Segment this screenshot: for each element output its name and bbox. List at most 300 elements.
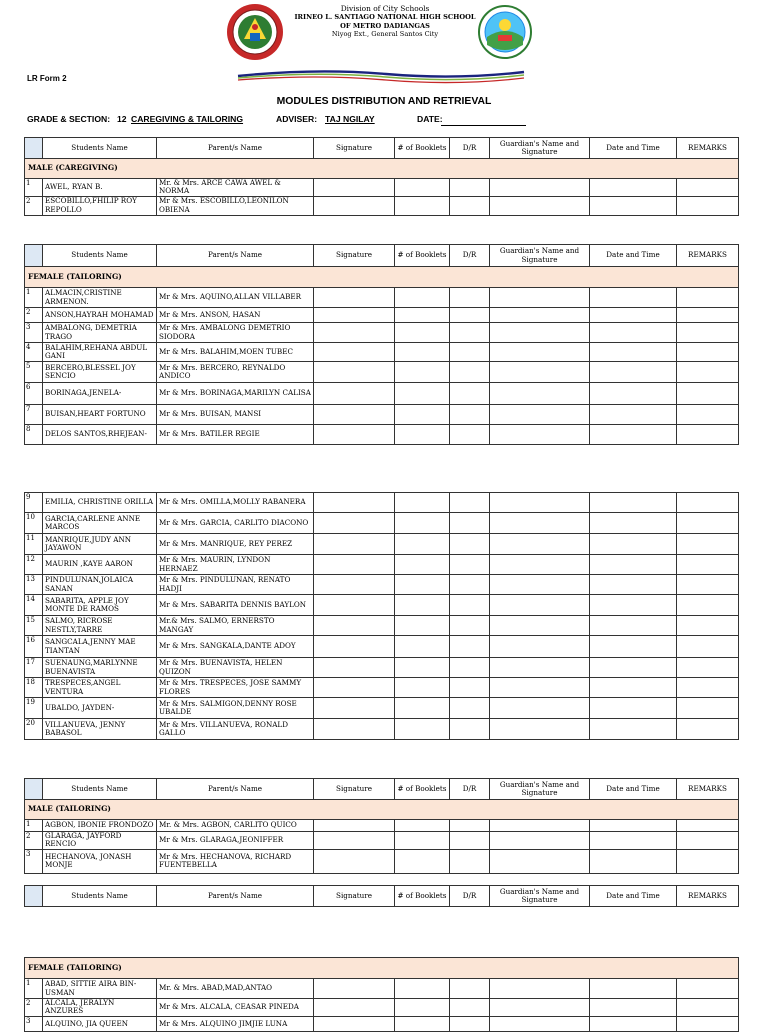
remarks-cell[interactable] bbox=[677, 555, 739, 575]
signature-cell[interactable] bbox=[314, 425, 395, 445]
dr-cell[interactable] bbox=[450, 405, 490, 425]
column-header-parents-name: Parent/s Name bbox=[157, 138, 314, 159]
booklets-cell[interactable] bbox=[395, 534, 450, 555]
booklets-cell[interactable] bbox=[395, 575, 450, 595]
adviser-label: ADVISER: bbox=[276, 114, 318, 124]
remarks-cell[interactable] bbox=[677, 196, 739, 215]
guardian-cell[interactable] bbox=[490, 196, 590, 215]
remarks-cell[interactable] bbox=[677, 513, 739, 534]
booklets-cell[interactable] bbox=[395, 343, 450, 362]
signature-cell[interactable] bbox=[314, 616, 395, 636]
remarks-cell[interactable] bbox=[677, 999, 739, 1017]
remarks-cell[interactable] bbox=[677, 308, 739, 323]
row-number: 7 bbox=[25, 405, 43, 425]
table-row bbox=[25, 698, 739, 719]
signature-cell[interactable] bbox=[314, 575, 395, 595]
student-name: ALQUINO, JIA QUEEN bbox=[43, 1016, 157, 1031]
table-row bbox=[25, 832, 739, 850]
guardian-cell[interactable] bbox=[490, 555, 590, 575]
signature-cell[interactable] bbox=[314, 405, 395, 425]
dr-cell[interactable] bbox=[450, 534, 490, 555]
dr-cell[interactable] bbox=[450, 288, 490, 308]
column-header-row bbox=[25, 245, 739, 267]
parent-name: Mr.& Mrs. SALMO, ERNERSTO MANGAY bbox=[157, 616, 314, 636]
guardian-cell[interactable] bbox=[490, 405, 590, 425]
date-time-cell[interactable] bbox=[590, 513, 677, 534]
guardian-cell[interactable] bbox=[490, 534, 590, 555]
parent-name: Mr & Mrs. ESCOBILLO,LEONILON OBIENA bbox=[157, 196, 314, 215]
guardian-cell[interactable] bbox=[490, 179, 590, 197]
date-time-cell[interactable] bbox=[590, 820, 677, 832]
booklets-cell[interactable] bbox=[395, 999, 450, 1017]
student-name: TRESPECES,ANGEL VENTURA bbox=[43, 678, 157, 698]
booklets-cell[interactable] bbox=[395, 979, 450, 999]
section-title: FEMALE (TAILORING) bbox=[25, 958, 739, 979]
section-row bbox=[25, 958, 739, 979]
dr-cell[interactable] bbox=[450, 832, 490, 850]
parent-name: Mr & Mrs. BUENAVISTA, HELEN QUIZON bbox=[157, 658, 314, 678]
student-name: BALAHIM,REHANA ABDUL GANI bbox=[43, 343, 157, 362]
student-name: AMBALONG, DEMETRIA TRAGO bbox=[43, 323, 157, 343]
remarks-cell[interactable] bbox=[677, 719, 739, 740]
table-row bbox=[25, 534, 739, 555]
guardian-cell[interactable] bbox=[490, 678, 590, 698]
column-header-students-name: Students Name bbox=[43, 138, 157, 159]
signature-cell[interactable] bbox=[314, 636, 395, 658]
table-row bbox=[25, 308, 739, 323]
guardian-cell[interactable] bbox=[490, 595, 590, 616]
guardian-cell[interactable] bbox=[490, 636, 590, 658]
booklets-cell[interactable] bbox=[395, 196, 450, 215]
male-tailoring-table bbox=[24, 778, 739, 874]
date-time-cell[interactable] bbox=[590, 832, 677, 850]
dr-cell[interactable] bbox=[450, 493, 490, 513]
student-name: BORINAGA,JENELA- bbox=[43, 383, 157, 405]
row-number: 11 bbox=[25, 534, 43, 555]
date-time-cell[interactable] bbox=[590, 383, 677, 405]
signature-cell[interactable] bbox=[314, 308, 395, 323]
signature-cell[interactable] bbox=[314, 179, 395, 197]
header-wave-divider bbox=[236, 66, 526, 84]
booklets-cell[interactable] bbox=[395, 323, 450, 343]
column-header-number bbox=[25, 245, 43, 267]
date-time-cell[interactable] bbox=[590, 979, 677, 999]
date-time-cell[interactable] bbox=[590, 179, 677, 197]
column-header-date-time: Date and Time bbox=[590, 886, 677, 907]
female-tailoring-continued-table bbox=[24, 492, 739, 740]
female-tailoring-table bbox=[24, 244, 739, 445]
date-time-cell[interactable] bbox=[590, 534, 677, 555]
guardian-cell[interactable] bbox=[490, 513, 590, 534]
female-tailoring-table-2 bbox=[24, 957, 739, 1032]
booklets-cell[interactable] bbox=[395, 616, 450, 636]
date-time-cell[interactable] bbox=[590, 719, 677, 740]
parent-name: Mr & Mrs. GLARAGA,JEONIFFER bbox=[157, 832, 314, 850]
date-label: DATE: bbox=[417, 114, 443, 124]
date-time-cell[interactable] bbox=[590, 343, 677, 362]
date-time-cell[interactable] bbox=[590, 698, 677, 719]
signature-cell[interactable] bbox=[314, 979, 395, 999]
table-row bbox=[25, 658, 739, 678]
column-header-signature: Signature bbox=[314, 138, 395, 159]
section-row bbox=[25, 159, 739, 179]
signature-cell[interactable] bbox=[314, 362, 395, 383]
table-row bbox=[25, 323, 739, 343]
table-row bbox=[25, 999, 739, 1017]
student-name: GARCIA,CARLENE ANNE MARCOS bbox=[43, 513, 157, 534]
dr-cell[interactable] bbox=[450, 513, 490, 534]
table-row bbox=[25, 979, 739, 999]
row-number: 16 bbox=[25, 636, 43, 658]
column-header-date-time: Date and Time bbox=[590, 779, 677, 800]
student-name: GLARAGA, JAYFORD RENCIO bbox=[43, 832, 157, 850]
adviser-value: TAJ NGILAY bbox=[325, 114, 375, 124]
row-number: 8 bbox=[25, 425, 43, 445]
booklets-cell[interactable] bbox=[395, 493, 450, 513]
column-header-booklets: # of Booklets bbox=[395, 138, 450, 159]
signature-cell[interactable] bbox=[314, 698, 395, 719]
dr-cell[interactable] bbox=[450, 616, 490, 636]
grade-value: 12 bbox=[117, 114, 127, 124]
remarks-cell[interactable] bbox=[677, 362, 739, 383]
guardian-cell[interactable] bbox=[490, 820, 590, 832]
column-header-parents-name: Parent/s Name bbox=[157, 245, 314, 267]
student-name: MAURIN ,KAYE AARON bbox=[43, 555, 157, 575]
booklets-cell[interactable] bbox=[395, 362, 450, 383]
row-number: 4 bbox=[25, 343, 43, 362]
table-row bbox=[25, 575, 739, 595]
remarks-cell[interactable] bbox=[677, 425, 739, 445]
table-row bbox=[25, 179, 739, 197]
remarks-cell[interactable] bbox=[677, 288, 739, 308]
signature-cell[interactable] bbox=[314, 493, 395, 513]
row-number: 19 bbox=[25, 698, 43, 719]
remarks-cell[interactable] bbox=[677, 849, 739, 873]
row-number: 5 bbox=[25, 362, 43, 383]
signature-cell[interactable] bbox=[314, 832, 395, 850]
date-time-cell[interactable] bbox=[590, 678, 677, 698]
row-number: 3 bbox=[25, 1016, 43, 1031]
booklets-cell[interactable] bbox=[395, 425, 450, 445]
guardian-cell[interactable] bbox=[490, 849, 590, 873]
booklets-cell[interactable] bbox=[395, 820, 450, 832]
parent-name: Mr & Mrs. MAURIN, LYNDON HERNAEZ bbox=[157, 555, 314, 575]
date-time-cell[interactable] bbox=[590, 425, 677, 445]
parent-name: Mr & Mrs. SABARITA DENNIS BAYLON bbox=[157, 595, 314, 616]
parent-name: Mr & Mrs. VILLANUEVA, RONALD GALLO bbox=[157, 719, 314, 740]
dr-cell[interactable] bbox=[450, 678, 490, 698]
dr-cell[interactable] bbox=[450, 979, 490, 999]
student-name: EMILIA, CHRISTINE ORILLA bbox=[43, 493, 157, 513]
booklets-cell[interactable] bbox=[395, 555, 450, 575]
guardian-cell[interactable] bbox=[490, 343, 590, 362]
column-header-signature: Signature bbox=[314, 779, 395, 800]
row-number: 14 bbox=[25, 595, 43, 616]
guardian-cell[interactable] bbox=[490, 493, 590, 513]
row-number: 20 bbox=[25, 719, 43, 740]
signature-cell[interactable] bbox=[314, 343, 395, 362]
parent-name: Mr & Mrs. SALMIGON,DENNY ROSE UBALDE bbox=[157, 698, 314, 719]
column-header-remarks: REMARKS bbox=[677, 886, 739, 907]
date-time-cell[interactable] bbox=[590, 575, 677, 595]
booklets-cell[interactable] bbox=[395, 678, 450, 698]
signature-cell[interactable] bbox=[314, 658, 395, 678]
parent-name: Mr. & Mrs. ARCE CAWA AWEL & NORMA bbox=[157, 179, 314, 197]
table-row bbox=[25, 719, 739, 740]
school-seal-logo bbox=[226, 3, 284, 61]
student-name: UBALDO, JAYDEN- bbox=[43, 698, 157, 719]
column-header-row bbox=[25, 779, 739, 800]
date-time-cell[interactable] bbox=[590, 999, 677, 1017]
remarks-cell[interactable] bbox=[677, 179, 739, 197]
remarks-cell[interactable] bbox=[677, 575, 739, 595]
dr-cell[interactable] bbox=[450, 555, 490, 575]
column-header-dr: D/R bbox=[450, 245, 490, 267]
remarks-cell[interactable] bbox=[677, 534, 739, 555]
guardian-cell[interactable] bbox=[490, 323, 590, 343]
date-time-cell[interactable] bbox=[590, 849, 677, 873]
column-header-signature: Signature bbox=[314, 245, 395, 267]
guardian-cell[interactable] bbox=[490, 832, 590, 850]
booklets-cell[interactable] bbox=[395, 288, 450, 308]
remarks-cell[interactable] bbox=[677, 698, 739, 719]
dr-cell[interactable] bbox=[450, 196, 490, 215]
row-number: 9 bbox=[25, 493, 43, 513]
date-time-cell[interactable] bbox=[590, 616, 677, 636]
column-header-remarks: REMARKS bbox=[677, 138, 739, 159]
column-header-guardian: Guardian's Name and Signature bbox=[490, 245, 590, 267]
date-time-cell[interactable] bbox=[590, 288, 677, 308]
column-header-date-time: Date and Time bbox=[590, 138, 677, 159]
guardian-cell[interactable] bbox=[490, 288, 590, 308]
parent-name: Mr & Mrs. AQUINO,ALLAN VILLABER bbox=[157, 288, 314, 308]
guardian-cell[interactable] bbox=[490, 575, 590, 595]
booklets-cell[interactable] bbox=[395, 308, 450, 323]
dr-cell[interactable] bbox=[450, 849, 490, 873]
booklets-cell[interactable] bbox=[395, 405, 450, 425]
booklets-cell[interactable] bbox=[395, 658, 450, 678]
student-name: ALCALA, JERALYN ANZURES bbox=[43, 999, 157, 1017]
parent-name: Mr & Mrs. BUISAN, MANSI bbox=[157, 405, 314, 425]
student-name: SABARITA, APPLE JOY MONTE DE RAMOS bbox=[43, 595, 157, 616]
student-name: AWEL, RYAN B. bbox=[43, 179, 157, 197]
remarks-cell[interactable] bbox=[677, 323, 739, 343]
column-header-dr: D/R bbox=[450, 779, 490, 800]
guardian-cell[interactable] bbox=[490, 698, 590, 719]
table-row bbox=[25, 493, 739, 513]
booklets-cell[interactable] bbox=[395, 179, 450, 197]
student-name: ABAD, SITTIE AIRA BIN-USMAN bbox=[43, 979, 157, 999]
parent-name: Mr & Mrs. MANRIQUE, REY PEREZ bbox=[157, 534, 314, 555]
signature-cell[interactable] bbox=[314, 196, 395, 215]
date-time-cell[interactable] bbox=[590, 362, 677, 383]
parent-name: Mr & Mrs. AMBALONG DEMETRIO SIODORA bbox=[157, 323, 314, 343]
page-title: MODULES DISTRIBUTION AND RETRIEVAL bbox=[276, 96, 492, 107]
signature-cell[interactable] bbox=[314, 678, 395, 698]
booklets-cell[interactable] bbox=[395, 595, 450, 616]
dr-cell[interactable] bbox=[450, 719, 490, 740]
parent-name: Mr & Mrs. ALQUINO JIMJIE LUNA bbox=[157, 1016, 314, 1031]
parent-name: Mr & Mrs. PINDULUNAN, RENATO HADJI bbox=[157, 575, 314, 595]
signature-cell[interactable] bbox=[314, 555, 395, 575]
date-time-cell[interactable] bbox=[590, 323, 677, 343]
remarks-cell[interactable] bbox=[677, 616, 739, 636]
column-header-students-name: Students Name bbox=[43, 245, 157, 267]
signature-cell[interactable] bbox=[314, 999, 395, 1017]
booklets-cell[interactable] bbox=[395, 383, 450, 405]
dr-cell[interactable] bbox=[450, 595, 490, 616]
parent-name: Mr & Mrs. HECHANOVA, RICHARD FUENTEBELLA bbox=[157, 849, 314, 873]
section-value: CAREGIVING & TAILORING bbox=[131, 114, 244, 124]
table-row bbox=[25, 513, 739, 534]
student-name: PINDULUNAN,JOLAICA SANAN bbox=[43, 575, 157, 595]
date-time-cell[interactable] bbox=[590, 595, 677, 616]
booklets-cell[interactable] bbox=[395, 719, 450, 740]
date-time-cell[interactable] bbox=[590, 636, 677, 658]
remarks-cell[interactable] bbox=[677, 343, 739, 362]
column-header-signature: Signature bbox=[314, 886, 395, 907]
guardian-cell[interactable] bbox=[490, 999, 590, 1017]
section-row bbox=[25, 267, 739, 288]
booklets-cell[interactable] bbox=[395, 636, 450, 658]
table-row bbox=[25, 616, 739, 636]
remarks-cell[interactable] bbox=[677, 493, 739, 513]
table-row bbox=[25, 383, 739, 405]
student-name: ALMACIN,CRISTINE ARMENON. bbox=[43, 288, 157, 308]
booklets-cell[interactable] bbox=[395, 832, 450, 850]
signature-cell[interactable] bbox=[314, 383, 395, 405]
parent-name: Mr & Mrs. OMILLA,MOLLY RABANERA bbox=[157, 493, 314, 513]
guardian-cell[interactable] bbox=[490, 308, 590, 323]
signature-cell[interactable] bbox=[314, 595, 395, 616]
booklets-cell[interactable] bbox=[395, 513, 450, 534]
parent-name: Mr & Mrs. GARCIA, CARLITO DIACONO bbox=[157, 513, 314, 534]
header-line-address: Niyog Ext., General Santos City bbox=[331, 30, 439, 39]
parent-name: Mr & Mrs. BORINAGA,MARILYN CALISA bbox=[157, 383, 314, 405]
student-name: VILLANUEVA, JENNY BABASOL bbox=[43, 719, 157, 740]
row-number: 1 bbox=[25, 179, 43, 197]
student-name: ESCOBILLO,FHILIP ROY REPOLLO bbox=[43, 196, 157, 215]
column-header-guardian: Guardian's Name and Signature bbox=[490, 138, 590, 159]
row-number: 3 bbox=[25, 323, 43, 343]
signature-cell[interactable] bbox=[314, 719, 395, 740]
signature-cell[interactable] bbox=[314, 323, 395, 343]
dr-cell[interactable] bbox=[450, 179, 490, 197]
dr-cell[interactable] bbox=[450, 343, 490, 362]
row-number: 18 bbox=[25, 678, 43, 698]
parent-name: Mr & Mrs. TRESPECES, JOSE SAMMY FLORES bbox=[157, 678, 314, 698]
dr-cell[interactable] bbox=[450, 636, 490, 658]
booklets-cell[interactable] bbox=[395, 698, 450, 719]
remarks-cell[interactable] bbox=[677, 636, 739, 658]
date-time-cell[interactable] bbox=[590, 658, 677, 678]
date-field[interactable] bbox=[441, 124, 526, 126]
date-time-cell[interactable] bbox=[590, 196, 677, 215]
remarks-cell[interactable] bbox=[677, 832, 739, 850]
table-row bbox=[25, 849, 739, 873]
parent-name: Mr. & Mrs. AGBON, CARLITO QUICO bbox=[157, 820, 314, 832]
row-number: 2 bbox=[25, 832, 43, 850]
guardian-cell[interactable] bbox=[490, 719, 590, 740]
column-header-row bbox=[25, 886, 739, 907]
date-time-cell[interactable] bbox=[590, 405, 677, 425]
column-header-dr: D/R bbox=[450, 886, 490, 907]
student-name: BERCERO,BLESSEL JOY SENCIO bbox=[43, 362, 157, 383]
table-row bbox=[25, 362, 739, 383]
column-header-remarks: REMARKS bbox=[677, 779, 739, 800]
date-time-cell[interactable] bbox=[590, 493, 677, 513]
remarks-cell[interactable] bbox=[677, 405, 739, 425]
dr-cell[interactable] bbox=[450, 820, 490, 832]
remarks-cell[interactable] bbox=[677, 658, 739, 678]
guardian-cell[interactable] bbox=[490, 616, 590, 636]
guardian-cell[interactable] bbox=[490, 979, 590, 999]
column-header-remarks: REMARKS bbox=[677, 245, 739, 267]
date-time-cell[interactable] bbox=[590, 555, 677, 575]
remarks-cell[interactable] bbox=[677, 383, 739, 405]
dr-cell[interactable] bbox=[450, 658, 490, 678]
dr-cell[interactable] bbox=[450, 308, 490, 323]
remarks-cell[interactable] bbox=[677, 820, 739, 832]
remarks-cell[interactable] bbox=[677, 678, 739, 698]
booklets-cell[interactable] bbox=[395, 849, 450, 873]
column-header-number bbox=[25, 779, 43, 800]
student-name: SUENAUNG,MARLYNNE BUENAVISTA bbox=[43, 658, 157, 678]
table-row bbox=[25, 820, 739, 832]
parent-name: Mr & Mrs. BERCERO, REYNALDO ANDICO bbox=[157, 362, 314, 383]
section-title: FEMALE (TAILORING) bbox=[25, 267, 739, 288]
dr-cell[interactable] bbox=[450, 425, 490, 445]
remarks-cell[interactable] bbox=[677, 979, 739, 999]
signature-cell[interactable] bbox=[314, 534, 395, 555]
parent-name: Mr & Mrs. BALAHIM,MOEN TUBEC bbox=[157, 343, 314, 362]
dr-cell[interactable] bbox=[450, 575, 490, 595]
section-row bbox=[25, 800, 739, 820]
signature-cell[interactable] bbox=[314, 513, 395, 534]
remarks-cell[interactable] bbox=[677, 595, 739, 616]
table-row bbox=[25, 343, 739, 362]
guardian-cell[interactable] bbox=[490, 383, 590, 405]
student-name: DELOS SANTOS,RHEJEAN- bbox=[43, 425, 157, 445]
student-name: SALMO, RICROSE NESTLY,TARRE bbox=[43, 616, 157, 636]
blank-header-table bbox=[24, 885, 739, 907]
column-header-booklets: # of Booklets bbox=[395, 779, 450, 800]
form-code: LR Form 2 bbox=[27, 74, 67, 83]
dr-cell[interactable] bbox=[450, 383, 490, 405]
header-line-metro: OF METRO DADIANGAS bbox=[340, 21, 430, 30]
dr-cell[interactable] bbox=[450, 698, 490, 719]
column-header-parents-name: Parent/s Name bbox=[157, 779, 314, 800]
table-row bbox=[25, 636, 739, 658]
column-header-booklets: # of Booklets bbox=[395, 245, 450, 267]
guardian-cell[interactable] bbox=[490, 658, 590, 678]
row-number: 1 bbox=[25, 979, 43, 999]
dr-cell[interactable] bbox=[450, 999, 490, 1017]
signature-cell[interactable] bbox=[314, 849, 395, 873]
student-name: BUISAN,HEART FORTUNO bbox=[43, 405, 157, 425]
student-name: AGBON, IBONIE FRONDOZO bbox=[43, 820, 157, 832]
guardian-cell[interactable] bbox=[490, 362, 590, 383]
table-row bbox=[25, 595, 739, 616]
guardian-cell[interactable] bbox=[490, 425, 590, 445]
dr-cell[interactable] bbox=[450, 323, 490, 343]
column-header-students-name: Students Name bbox=[43, 779, 157, 800]
date-time-cell[interactable] bbox=[590, 308, 677, 323]
signature-cell[interactable] bbox=[314, 820, 395, 832]
signature-cell[interactable] bbox=[314, 288, 395, 308]
table-row bbox=[25, 405, 739, 425]
dr-cell[interactable] bbox=[450, 362, 490, 383]
